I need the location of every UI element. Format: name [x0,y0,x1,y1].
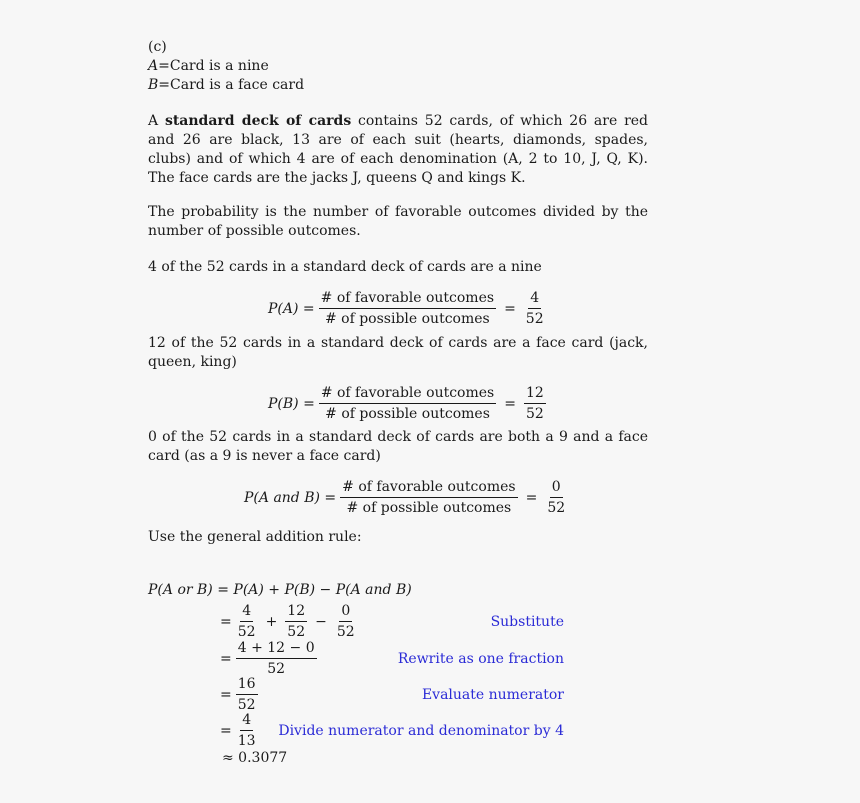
fraction-denominator: # of possible outcomes [346,500,512,516]
fraction [335,602,357,641]
equals-sign: = [220,722,232,739]
step-annotation: Substitute [490,613,564,630]
step-annotation: Evaluate numerator [421,686,564,703]
derivation-step-substitute [148,602,712,641]
equation-p-a-and-b [244,478,571,517]
equation-p-a-and-b-lhs: P(A and B) = [244,489,337,506]
fraction [236,602,258,641]
equation-p-a-and-b-fraction [340,478,517,517]
fraction-numerator: # of favorable outcomes [319,384,496,404]
derivation-step-divide [148,711,712,750]
fraction-denominator: 52 [267,661,286,677]
equals-sign: = [220,613,232,630]
value-numerator: 0 [550,478,563,498]
fraction-numerator: 4 [240,711,253,731]
fraction-denominator: 13 [237,733,256,749]
equation-p-b-lhs: P(B) = [268,395,315,412]
deck-description-bold: standard deck of cards [164,113,352,129]
derivation-step-one-fraction [148,639,712,678]
equals-sign: = [504,300,516,317]
face-card-count-text: 12 of the 52 cards in a standard deck of cards are a face card (jack, queen, king) [148,335,648,370]
value-denominator: 52 [525,311,544,327]
step-expression [220,639,321,678]
equals-sign: = [220,686,232,703]
addition-rule-text: Use the general addition rule: [148,529,362,545]
equation-p-a-lhs: P(A) = [268,300,315,317]
fraction-numerator: 12 [285,602,307,622]
minus-sign: − [315,613,327,630]
probability-definition: The probability is the number of favorable outcomes divided by the number of possible outcomes. [148,204,648,239]
fraction-denominator: 52 [237,697,256,713]
step-expression [220,602,361,641]
value-denominator: 52 [525,406,544,422]
step-expression [220,711,262,750]
event-b-definition [148,76,304,94]
fraction-denominator: 52 [336,624,355,640]
equation-p-a-value [524,289,546,328]
step-annotation: Divide numerator and denominator by 4 [278,722,564,739]
deck-description [148,112,648,188]
event-b-symbol: B [148,77,159,93]
fraction [236,639,317,678]
equation-p-b-fraction [319,384,496,423]
value-denominator: 52 [547,500,566,516]
fraction-denominator: 52 [287,624,306,640]
fraction [236,675,258,714]
equals-sign: = [525,489,538,506]
event-a-text: =Card is a nine [158,58,269,74]
step-annotation: Rewrite as one fraction [397,650,564,667]
deck-description-rest: contains 52 cards, of which 26 are red and 26 are black, 13 are of each suit (hearts, diamonds, spades, clubs) and of which 4 are of each denomination (A, 2 to 10, J, Q, K). The face cards are the jacks J, queens Q and kings K. [148,113,649,186]
event-a-definition [148,57,269,75]
equation-p-b-value [524,384,546,423]
equation-p-a-fraction [319,289,496,328]
equation-p-b [268,384,550,423]
fraction-denominator: 52 [237,624,256,640]
derivation-approximation: ≈ 0.3077 [222,750,288,766]
fraction-numerator: 0 [339,602,352,622]
fraction-numerator: # of favorable outcomes [340,478,517,498]
derivation-first-line: P(A or B) = P(A) + P(B) − P(A and B) [148,582,412,598]
plus-sign: + [265,613,278,630]
fraction-numerator: 16 [236,675,258,695]
fraction-denominator: # of possible outcomes [325,406,490,422]
equation-p-a [268,289,550,328]
fraction [285,602,307,641]
both-count-text: 0 of the 52 cards in a standard deck of cards are both a 9 and a face card (as a 9 is never a face card) [148,429,648,464]
step-expression [220,675,262,714]
value-numerator: 4 [528,289,541,309]
equation-p-a-and-b-value [545,478,567,517]
equals-sign: = [504,395,516,412]
deck-description-lead: A [148,113,165,129]
event-a-symbol: A [148,58,159,74]
derivation-step-evaluate [148,675,712,714]
event-b-text: =Card is a face card [158,77,305,93]
fraction-numerator: 4 [240,602,253,622]
fraction-numerator: # of favorable outcomes [319,289,496,309]
equals-sign: = [220,650,232,667]
fraction-denominator: # of possible outcomes [324,311,490,327]
value-numerator: 12 [524,384,546,404]
part-label: (c) [148,39,167,55]
nine-count-text: 4 of the 52 cards in a standard deck of cards are a nine [148,259,542,275]
fraction [236,711,258,750]
fraction-numerator: 4 + 12 − 0 [236,639,317,659]
